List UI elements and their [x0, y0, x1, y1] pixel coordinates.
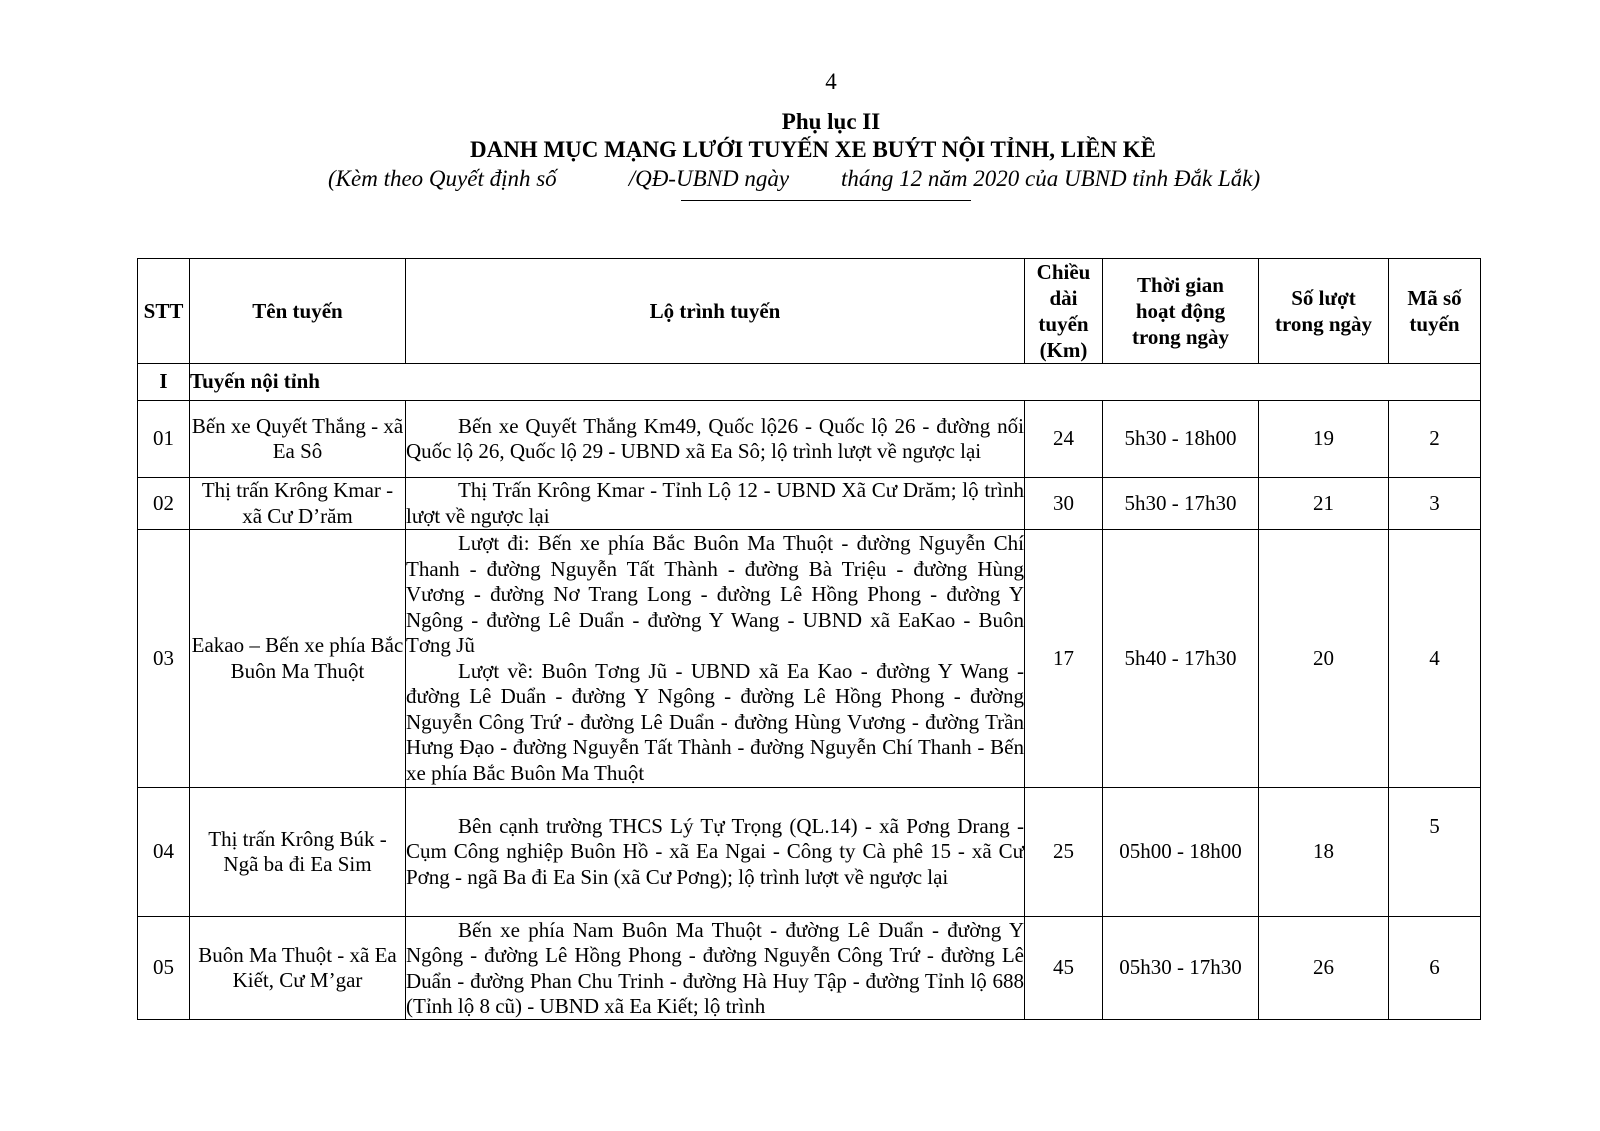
row-daily-trips: 26 [1259, 917, 1389, 1020]
header-daily-trips: Số lượt trong ngày [1259, 259, 1389, 364]
attachment-note-part2: /QĐ-UBND ngày [628, 166, 790, 191]
row-route-name: Thị trấn Krông Búk - Ngã ba đi Ea Sim [190, 788, 406, 917]
row-route-name: Bến xe Quyết Thắng - xã Ea Sô [190, 401, 406, 478]
row-operating-hours: 5h30 - 17h30 [1103, 478, 1259, 530]
row-route-path [406, 917, 1025, 1020]
row-route-path [406, 530, 1025, 788]
row-route-length: 24 [1025, 401, 1103, 478]
row-operating-hours: 05h30 - 17h30 [1103, 917, 1259, 1020]
route-return-paragraph: Lượt về: Buôn Tơng Jũ - UBND xã Ea Kao - đường Y Wang - đường Lê Duẩn - đường Y Ngông - đường Lê Hồng Phong - đường Nguyễn Công Trứ - đường Lê Duẩn - đường Hùng Vương - đường Trần Hưng Đạo - đường Nguyễn Tất Thành - đường Nguyễn Chí Thanh - Bến xe phía Bắc Buôn Ma Thuột [406, 658, 1024, 785]
row-stt: 04 [138, 788, 190, 917]
row-route-length: 30 [1025, 478, 1103, 530]
row-route-length: 25 [1025, 788, 1103, 917]
table-row [138, 788, 1481, 917]
table-row [138, 917, 1481, 1020]
row-daily-trips: 19 [1259, 401, 1389, 478]
attachment-note-part3: tháng 12 năm 2020 của UBND tỉnh Đắk Lắk) [841, 166, 1261, 191]
row-operating-hours: 5h40 - 17h30 [1103, 530, 1259, 788]
table-header-row [138, 259, 1481, 364]
row-route-code: 6 [1389, 917, 1481, 1020]
row-route-length: 45 [1025, 917, 1103, 1020]
table-row [138, 478, 1481, 530]
document-heading: DANH MỤC MẠNG LƯỚI TUYẾN XE BUÝT NỘI TỈNH, LIỀN KỀ [469, 137, 1157, 162]
row-stt: 05 [138, 917, 190, 1020]
page-number: 4 [825, 69, 837, 94]
row-route-path [406, 401, 1025, 478]
row-operating-hours: 5h30 - 18h00 [1103, 401, 1259, 478]
route-paragraph: Bến xe phía Nam Buôn Ma Thuột - đường Lê Duẩn - đường Y Ngông - đường Lê Hồng Phong - đường Nguyễn Công Trứ - đường Lê Duẩn - đường Phan Chu Trinh - đường Hà Huy Tập - đường Tỉnh lộ 688 (Tỉnh lộ 8 cũ) - UBND xã Ea Kiết; lộ trình [406, 917, 1024, 1018]
section-label: Tuyến nội tỉnh [190, 364, 1481, 401]
row-route-code: 3 [1389, 478, 1481, 530]
header-route-name: Tên tuyến [190, 259, 406, 364]
row-daily-trips: 21 [1259, 478, 1389, 530]
header-stt: STT [138, 259, 190, 364]
route-paragraph: Bến xe Quyết Thắng Km49, Quốc lộ26 - Quốc lộ 26 - đường nối Quốc lộ 26, Quốc lộ 29 - UBND xã Ea Sô; lộ trình lượt về ngược lại [406, 413, 1024, 463]
route-paragraph: Bên cạnh trường THCS Lý Tự Trọng (QL.14) - xã Pơng Drang - Cụm Công nghiệp Buôn Hồ - xã Ea Ngai - Công ty Cà phê 15 - xã Cư Pơng - ngã Ba đi Ea Sin (xã Cư Pơng); lộ trình lượt về ngược lại [406, 813, 1024, 889]
attachment-note [328, 165, 1260, 193]
row-stt: 03 [138, 530, 190, 788]
row-route-name: Eakao – Bến xe phía Bắc Buôn Ma Thuột [190, 530, 406, 788]
table-row [138, 401, 1481, 478]
bus-routes-table [137, 258, 1481, 1020]
route-paragraph: Thị Trấn Krông Kmar - Tỉnh Lộ 12 - UBND Xã Cư Drăm; lộ trình lượt về ngược lại [406, 478, 1024, 528]
appendix-title: Phụ lục II [781, 109, 881, 134]
header-route-path: Lộ trình tuyến [406, 259, 1025, 364]
row-daily-trips: 18 [1259, 788, 1389, 917]
section-row [138, 364, 1481, 401]
table-row [138, 530, 1481, 788]
row-route-code: 5 [1389, 788, 1481, 917]
row-route-name: Thị trấn Krông Kmar - xã Cư D’răm [190, 478, 406, 530]
route-outbound-paragraph: Lượt đi: Bến xe phía Bắc Buôn Ma Thuột - đường Nguyễn Chí Thanh - đường Nguyễn Tất Thành - đường Bà Triệu - đường Hùng Vương - đường Nơ Trang Long - đường Lê Hồng Phong - đường Y Ngông - đường Lê Duẩn - đường Y Wang - UBND xã EaKao - Buôn Tơng Jũ [406, 531, 1024, 657]
attachment-note-part1: (Kèm theo Quyết định số [328, 166, 557, 191]
row-operating-hours: 05h00 - 18h00 [1103, 788, 1259, 917]
row-route-name: Buôn Ma Thuột - xã Ea Kiết, Cư M’gar [190, 917, 406, 1020]
row-stt: 02 [138, 478, 190, 530]
header-route-code: Mã số tuyến [1389, 259, 1481, 364]
row-route-length: 17 [1025, 530, 1103, 788]
header-operating-hours: Thời gian hoạt động trong ngày [1103, 259, 1259, 364]
row-route-code: 2 [1389, 401, 1481, 478]
header-route-length: Chiều dài tuyến (Km) [1025, 259, 1103, 364]
section-number: I [138, 364, 190, 401]
row-daily-trips: 20 [1259, 530, 1389, 788]
row-route-path [406, 788, 1025, 917]
row-stt: 01 [138, 401, 190, 478]
row-route-path [406, 478, 1025, 530]
row-route-code: 4 [1389, 530, 1481, 788]
heading-divider [681, 200, 971, 201]
